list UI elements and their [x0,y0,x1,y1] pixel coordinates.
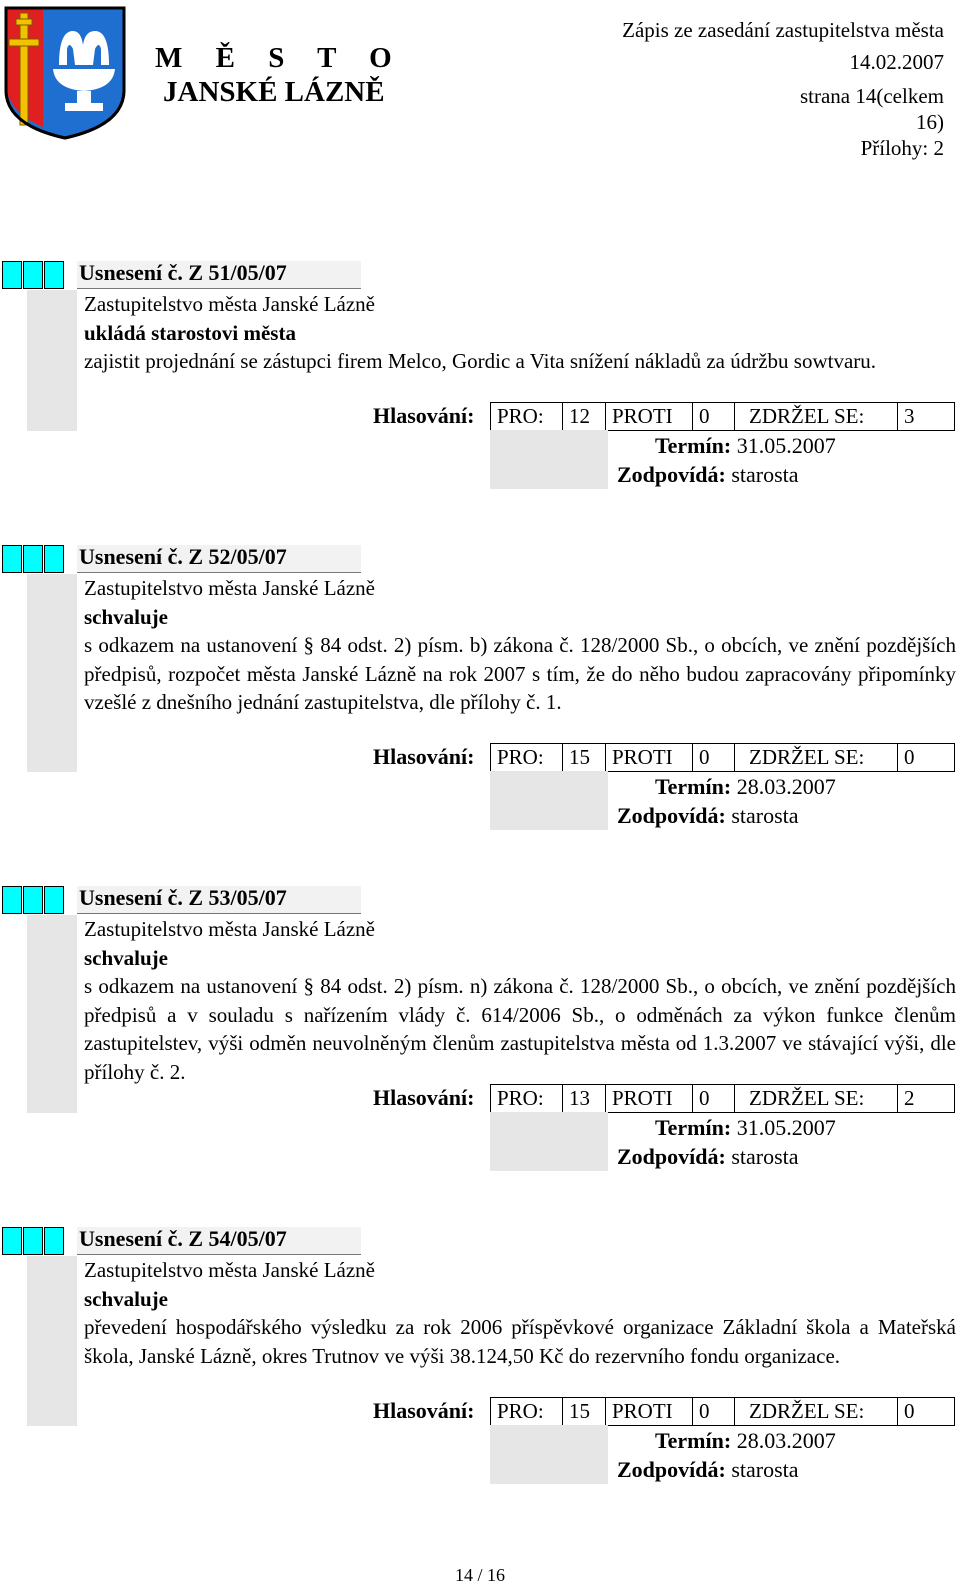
vote-zdrzel: 3 [904,404,915,428]
vote-table: PRO: 15 PROTI 0 ZDRŽEL SE: 0 [490,1397,955,1426]
vote-table: PRO: 13 PROTI 0 ZDRŽEL SE: 2 [490,1084,955,1113]
resolution-title: Usnesení č. Z 51/05/07 [79,260,287,285]
page-info-line1: strana 14(celkem [799,84,944,108]
page-info-line2: 16) [916,110,944,134]
vote-proti: 0 [693,403,735,430]
resolution-marker [2,886,65,914]
resolution-verb: schvaluje [84,945,168,970]
responsible: Zodpovídá: starosta [617,1457,799,1482]
resolution-verb: schvaluje [84,604,168,629]
resolution-marker [2,545,65,573]
vote-label: Hlasování: [373,744,475,769]
resolution-text: s odkazem na ustanovení § 84 odst. 2) písm. b) zákona č. 128/2000 Sb., o obcích, ve znění pozdějších předpisů, rozpočet města Janské Lázně na rok 2007 s tím, že do něho budou zapracovány připomínky vzešlé z dnešního jednání zastupitelstva, dle přílohy č. 1. [84,633,956,714]
vote-table: PRO: 12 PROTI 0 ZDRŽEL SE: 3 [490,402,955,431]
town-name-line2: JANSKÉ LÁZNĚ [163,76,385,108]
resolution-subject: Zastupitelstvo města Janské Lázně [84,576,375,600]
vote-zdrzel: 0 [904,1399,915,1423]
deadline: Termín: 28.03.2007 [655,1428,836,1453]
deadline: Termín: 31.05.2007 [655,1115,836,1140]
deadline: Termín: 28.03.2007 [655,774,836,799]
vote-zdrzel: 2 [904,1086,915,1110]
resolution-title: Usnesení č. Z 52/05/07 [79,544,287,569]
resolution-subject: Zastupitelstvo města Janské Lázně [84,917,375,941]
vote-proti: 0 [693,744,735,771]
vote-table: PRO: 15 PROTI 0 ZDRŽEL SE: 0 [490,743,955,772]
vote-pro: 15 [563,744,606,771]
resolution-text: zajistit projednání se zástupci firem Melco, Gordic a Vita snížení nákladů za údržbu sowtvaru. [84,349,877,373]
vote-proti: 0 [693,1085,735,1112]
resolution-title: Usnesení č. Z 54/05/07 [79,1226,287,1251]
resolution-subject: Zastupitelstvo města Janské Lázně [84,292,375,316]
document-date: 14.02.2007 [849,50,944,74]
resolution-verb: schvaluje [84,1286,168,1311]
vote-proti: 0 [693,1398,735,1425]
resolution-marker [2,261,65,289]
responsible: Zodpovídá: starosta [617,462,799,487]
vote-label: Hlasování: [373,1085,475,1110]
resolution-text: převedení hospodářského výsledku za rok 2006 příspěvkové organizace Základní škola a Mateřská škola, Janské Lázně, okres Trutnov ve výši 38.124,50 Kč do rezervního fondu organizace. [84,1315,956,1368]
town-name-line1: M Ě S T O [155,42,405,74]
responsible: Zodpovídá: starosta [617,1144,799,1169]
deadline: Termín: 31.05.2007 [655,433,836,458]
attachments-count: Přílohy: 2 [860,136,944,160]
page-number: 14 / 16 [454,1565,505,1585]
document-title: Zápis ze zasedání zastupitelstva města [622,18,944,42]
vote-pro: 13 [563,1085,606,1112]
vote-pro: 15 [563,1398,606,1425]
vote-pro: 12 [563,403,606,430]
resolution-verb: ukládá starostovi města [84,320,296,345]
resolution-subject: Zastupitelstvo města Janské Lázně [84,1258,375,1282]
vote-label: Hlasování: [373,1398,475,1423]
town-crest-logo [3,5,127,141]
vote-label: Hlasování: [373,403,475,428]
vote-zdrzel: 0 [904,745,915,769]
resolution-text: s odkazem na ustanovení § 84 odst. 2) písm. n) zákona č. 128/2000 Sb., o obcích, ve znění pozdějších předpisů a v souladu s nařízením vlády č. 614/2006 Sb., o odměnách za výkon funkce členům zastupitelstev, výši odměn neuvolněným členům zastupitelstva města od 1.3.2007 ve stávající výši, dle přílohy č. 2. [84,974,956,1084]
resolution-marker [2,1227,65,1255]
responsible: Zodpovídá: starosta [617,803,799,828]
resolution-title: Usnesení č. Z 53/05/07 [79,885,287,910]
